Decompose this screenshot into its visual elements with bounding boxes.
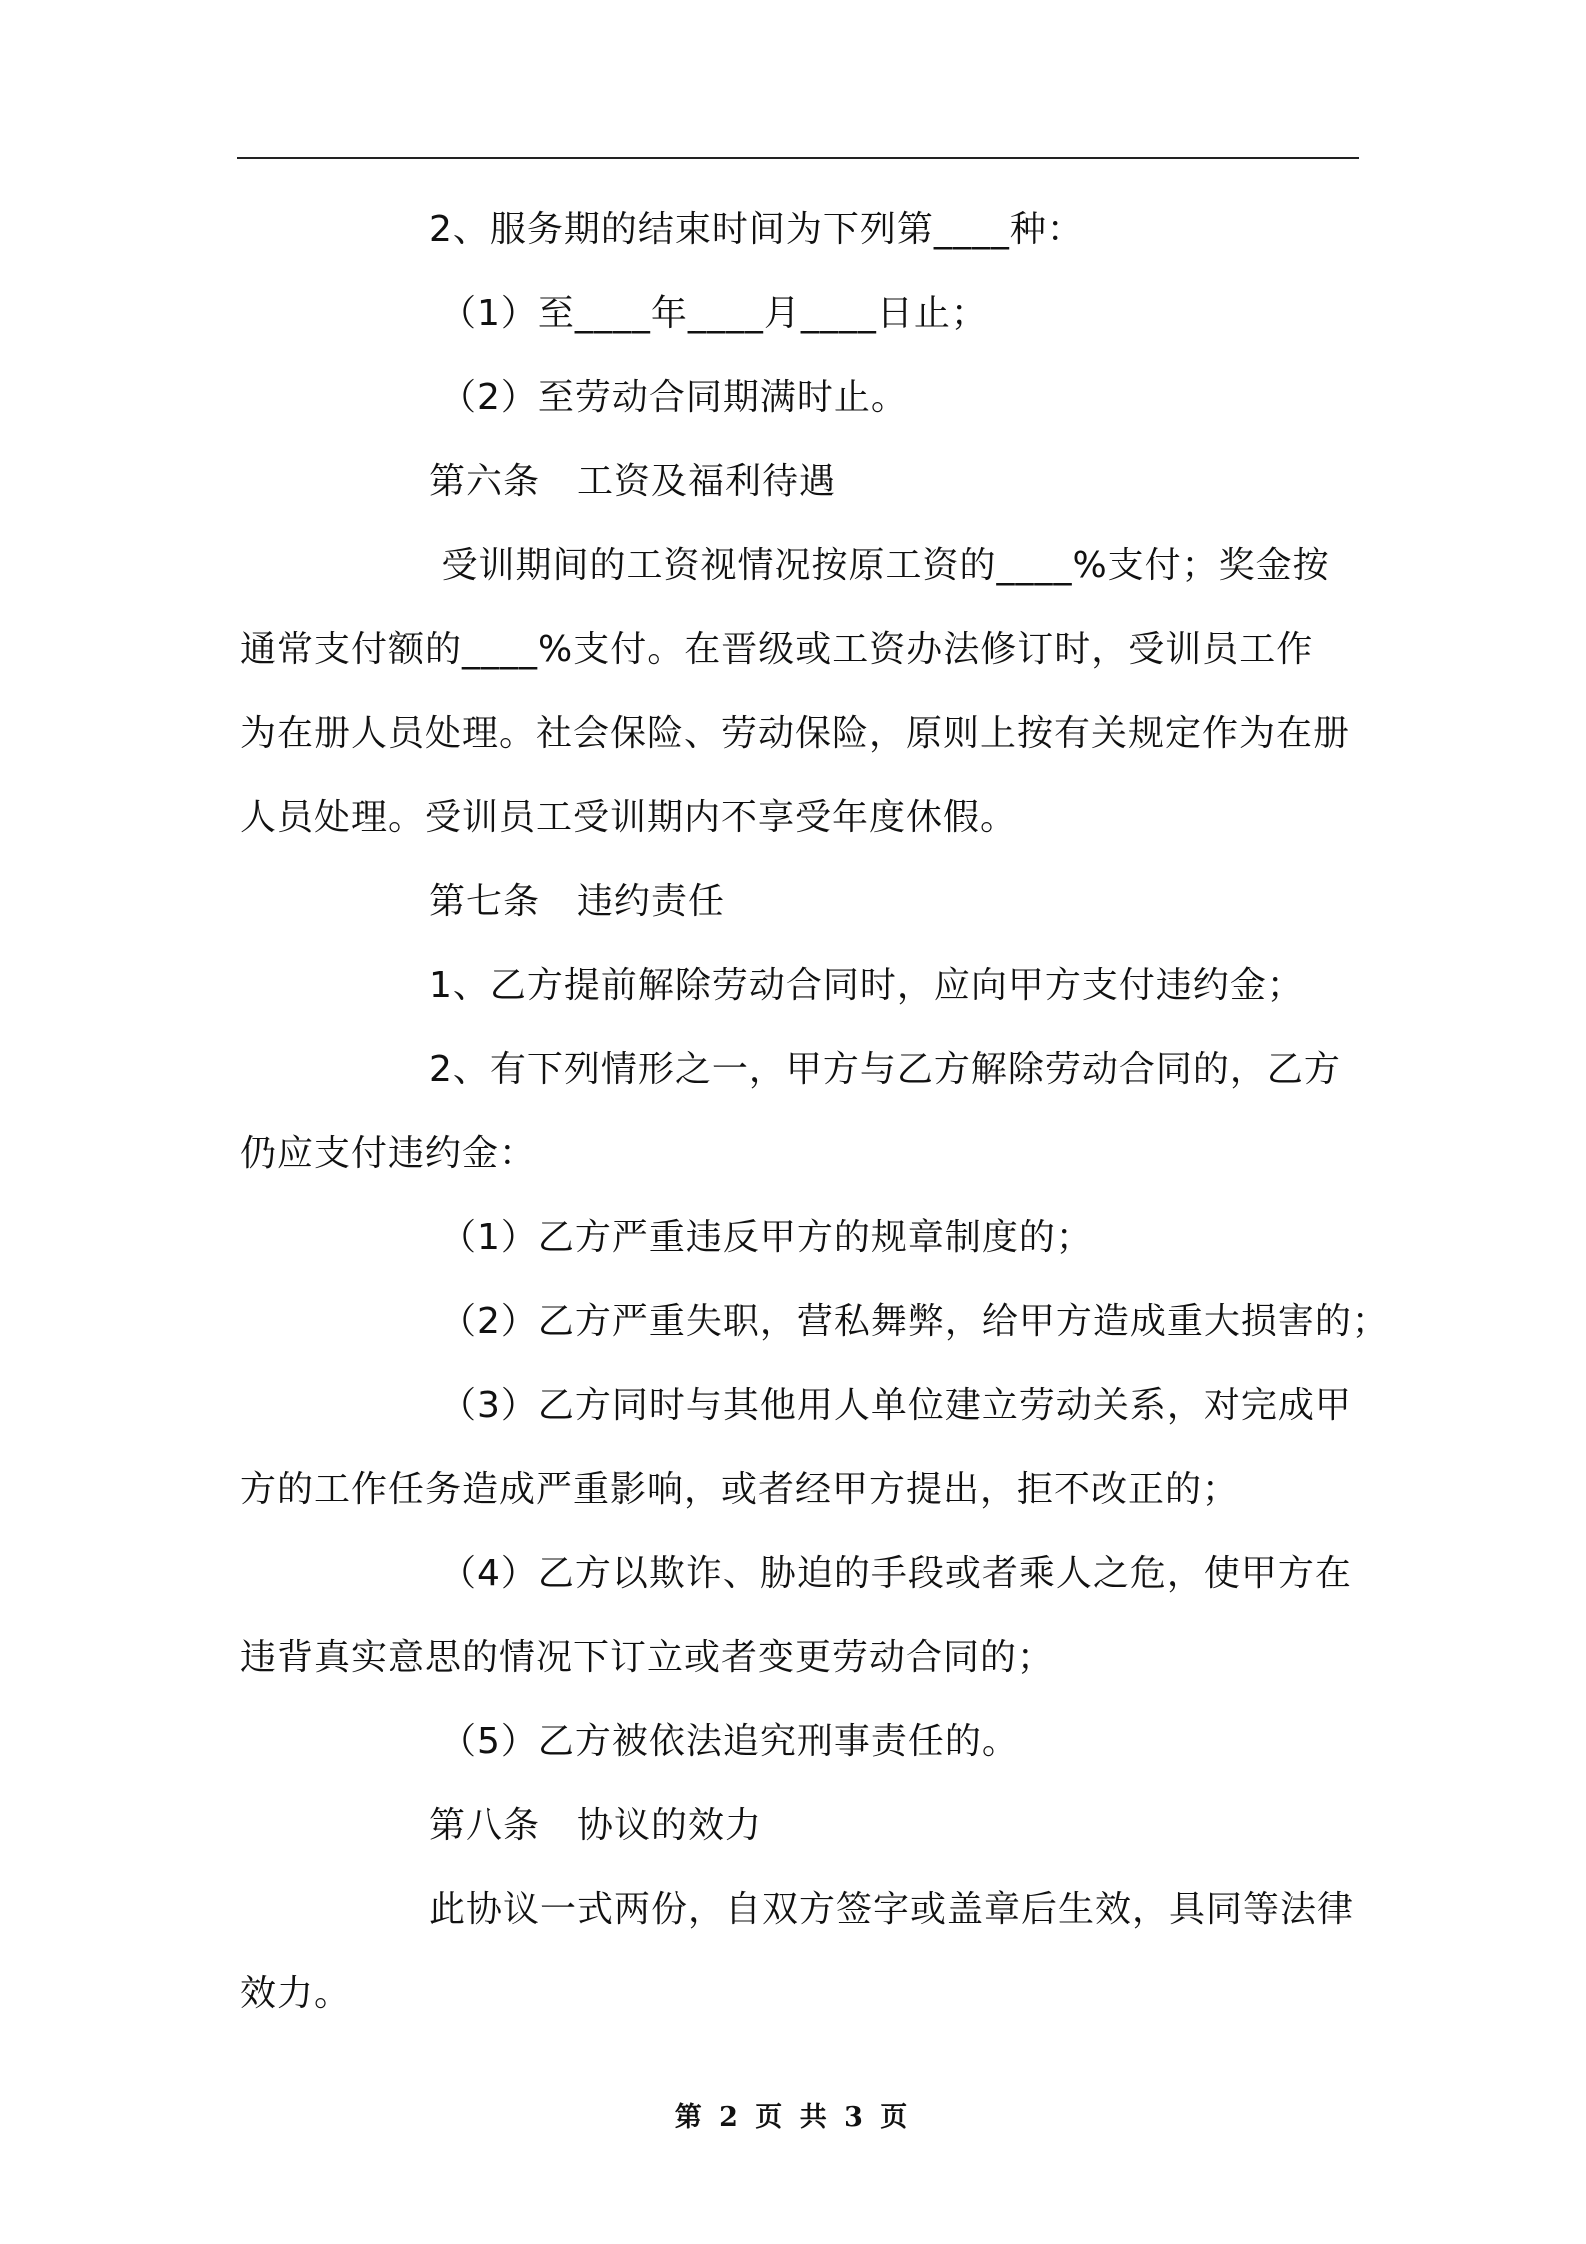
- article-6-heading: 第六条 工资及福利待遇: [429, 461, 837, 502]
- article-7-subitem-2: （2）乙方严重失职，营私舞弊，给甲方造成重大损害的；: [440, 1301, 1389, 1342]
- service-end-item: 2、服务期的结束时间为下列第____种：: [429, 209, 1084, 250]
- article-7-subitem-3-line-1: （3）乙方同时与其他用人单位建立劳动关系，对完成甲: [440, 1385, 1352, 1426]
- article-7-heading: 第七条 违约责任: [429, 881, 726, 922]
- article-8-heading: 第八条 协议的效力: [429, 1805, 763, 1846]
- article-7-subitem-1: （1）乙方严重违反甲方的规章制度的；: [440, 1217, 1093, 1258]
- article-7-subitem-3-line-2: 方的工作任务造成严重影响，或者经甲方提出，拒不改正的；: [240, 1469, 1240, 1510]
- article-8-paragraph-line-1: 此协议一式两份，自双方签字或盖章后生效，具同等法律: [429, 1889, 1355, 1930]
- article-6-paragraph-line-3: 为在册人员处理。社会保险、劳动保险，原则上按有关规定作为在册: [240, 713, 1351, 754]
- article-8-paragraph-line-2: 效力。: [240, 1973, 352, 2014]
- page-number: 第 2 页 共 3 页: [674, 2102, 912, 2133]
- article-7-item-2-line-1: 2、有下列情形之一，甲方与乙方解除劳动合同的，乙方: [429, 1049, 1341, 1090]
- article-7-item-2-line-2: 仍应支付违约金：: [240, 1133, 537, 1174]
- article-6-paragraph-line-4: 人员处理。受训员工受训期内不享受年度休假。: [240, 797, 1018, 838]
- article-6-paragraph-line-1: 受训期间的工资视情况按原工资的____%支付；奖金按: [429, 545, 1330, 586]
- article-7-subitem-5: （5）乙方被依法追究刑事责任的。: [440, 1721, 1019, 1762]
- service-end-option-1: （1）至____年____月____日止；: [440, 293, 988, 334]
- article-7-subitem-4-line-2: 违背真实意思的情况下订立或者变更劳动合同的；: [240, 1637, 1055, 1678]
- article-6-paragraph-line-2: 通常支付额的____%支付。在晋级或工资办法修订时，受训员工作: [240, 629, 1314, 670]
- article-7-item-1: 1、乙方提前解除劳动合同时，应向甲方支付违约金；: [429, 965, 1304, 1006]
- service-end-option-2: （2）至劳动合同期满时止。: [440, 377, 908, 418]
- article-7-subitem-4-line-1: （4）乙方以欺诈、胁迫的手段或者乘人之危，使甲方在: [440, 1553, 1352, 1594]
